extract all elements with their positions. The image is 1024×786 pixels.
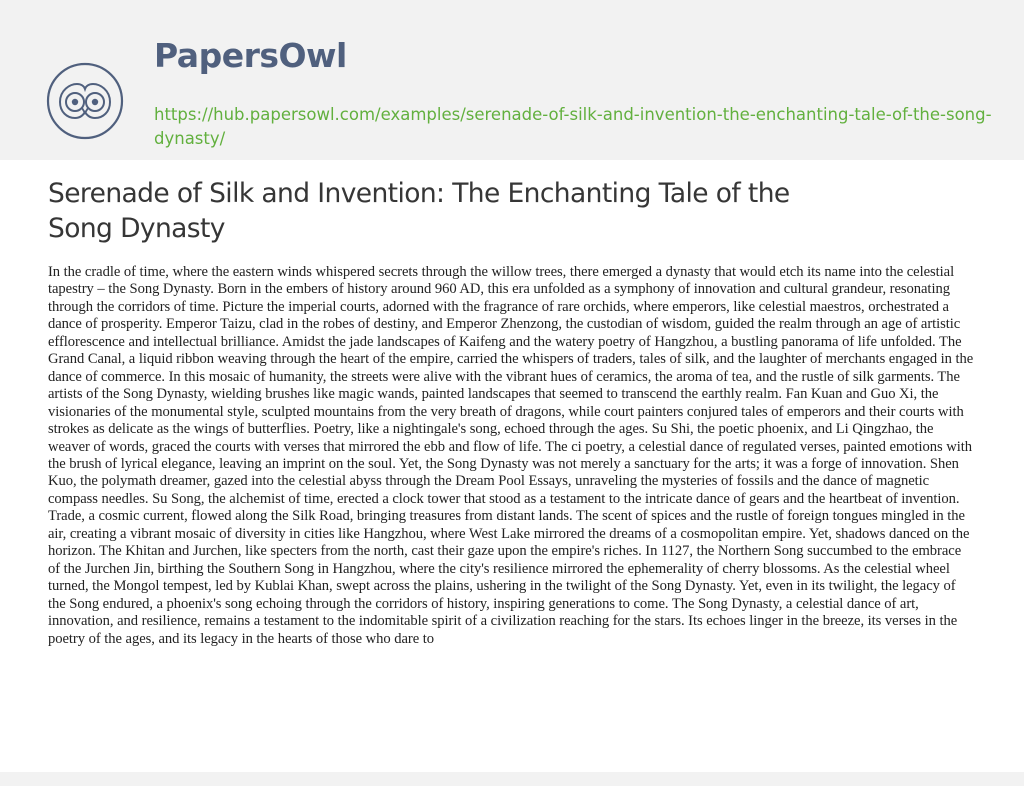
article-url-link[interactable]: https://hub.papersowl.com/examples/serenade-of-silk-and-invention-the-enchanting-tale-of-the-song-dynasty/ <box>154 105 992 148</box>
article-body: In the cradle of time, where the eastern winds whispered secrets through the willow trees, there emerged a dynasty that would etch its name into the celestial tapestry – the Song Dynasty. Born in the embers of history around 960 AD, this era unfolded as a symphony of innovation and cultural grandeur, resonating through the corridors of time. Picture the imperial courts, adorned with the fragrance of rare orchids, where emperors, like celestial maestros, orchestrated a dance of prosperity. Emperor Taizu, clad in the robes of destiny, and Emperor Zhenzong, the custodian of wisdom, guided the realm through an age of artistic efflorescence and intellectual brilliance. Amidst the jade landscapes of Kaifeng and the watery poetry of Hangzhou, a bustling panorama of life unfolded. The Grand Canal, a liquid ribbon weaving through the heart of the empire, carried the whispers of traders, tales of silk, and the laughter of merchants engaged in the dance of commerce. In this mosaic of humanity, the streets were alive with the vibrant hues of ceramics, the aroma of tea, and the rustle of silk garments. The artists of the Song Dynasty, wielding brushes like magic wands, painted landscapes that seemed to transcend the earthly realm. Fan Kuan and Guo Xi, the visionaries of the monumental style, sculpted mountains from the very breath of dragons, while court painters conjured tales of emperors and their courts with strokes as delicate as the wings of butterflies. Poetry, like a nightingale's song, echoed through the ages. Su Shi, the poetic phoenix, and Li Qingzhao, the weaver of words, graced the courts with verses that mirrored the ebb and flow of life. The ci poetry, a celestial dance of regulated verses, painted emotions with the brush of lyrical elegance, leaving an imprint on the soul. Yet, the Song Dynasty was not merely a sanctuary for the arts; it was a forge of innovation. Shen Kuo, the polymath dreamer, gazed into the celestial abyss through the Dream Pool Essays, unraveling the mysteries of fossils and the dance of magnetic compass needles. Su Song, the alchemist of time, erected a clock tower that stood as a testament to the intricate dance of gears and the heartbeat of invention. Trade, a cosmic current, flowed along the Silk Road, bringing treasures from distant lands. The scent of spices and the rustle of foreign tongues mingled in the air, creating a vibrant mosaic of diversity in cities like Hangzhou, where West Lake mirrored the dreams of a cosmopolitan empire. Yet, shadows danced on the horizon. The Khitan and Jurchen, like specters from the north, cast their gaze upon the empire's riches. In 1127, the Northern Song succumbed to the embrace of the Jurchen Jin, birthing the Southern Song in Hangzhou, where the city's resilience mirrored the ephemerality of cherry blossoms. As the celestial wheel turned, the Mongol tempest, led by Kublai Khan, swept across the plains, ushering in the twilight of the Song Dynasty. Yet, even in its twilight, the legacy of the Song endured, a phoenix's song echoing through the corridors of history, inspiring generations to come. The Song Dynasty, a celestial dance of art, innovation, and resilience, remains a testament to the indomitable spirit of a civilization reaching for the stars. Its echoes linger in the breeze, its verses in the poetry of the ages, and its legacy in the hearts of those who dare to <box>48 264 974 647</box>
site-header <box>0 0 1024 160</box>
brand-name: PapersOwl <box>154 36 347 75</box>
owl-eyes-icon <box>46 62 124 140</box>
article-title: Serenade of Silk and Invention: The Enchanting Tale of the Song Dynasty <box>48 178 790 244</box>
footer-bar <box>0 772 1024 786</box>
article-container <box>0 160 1024 786</box>
